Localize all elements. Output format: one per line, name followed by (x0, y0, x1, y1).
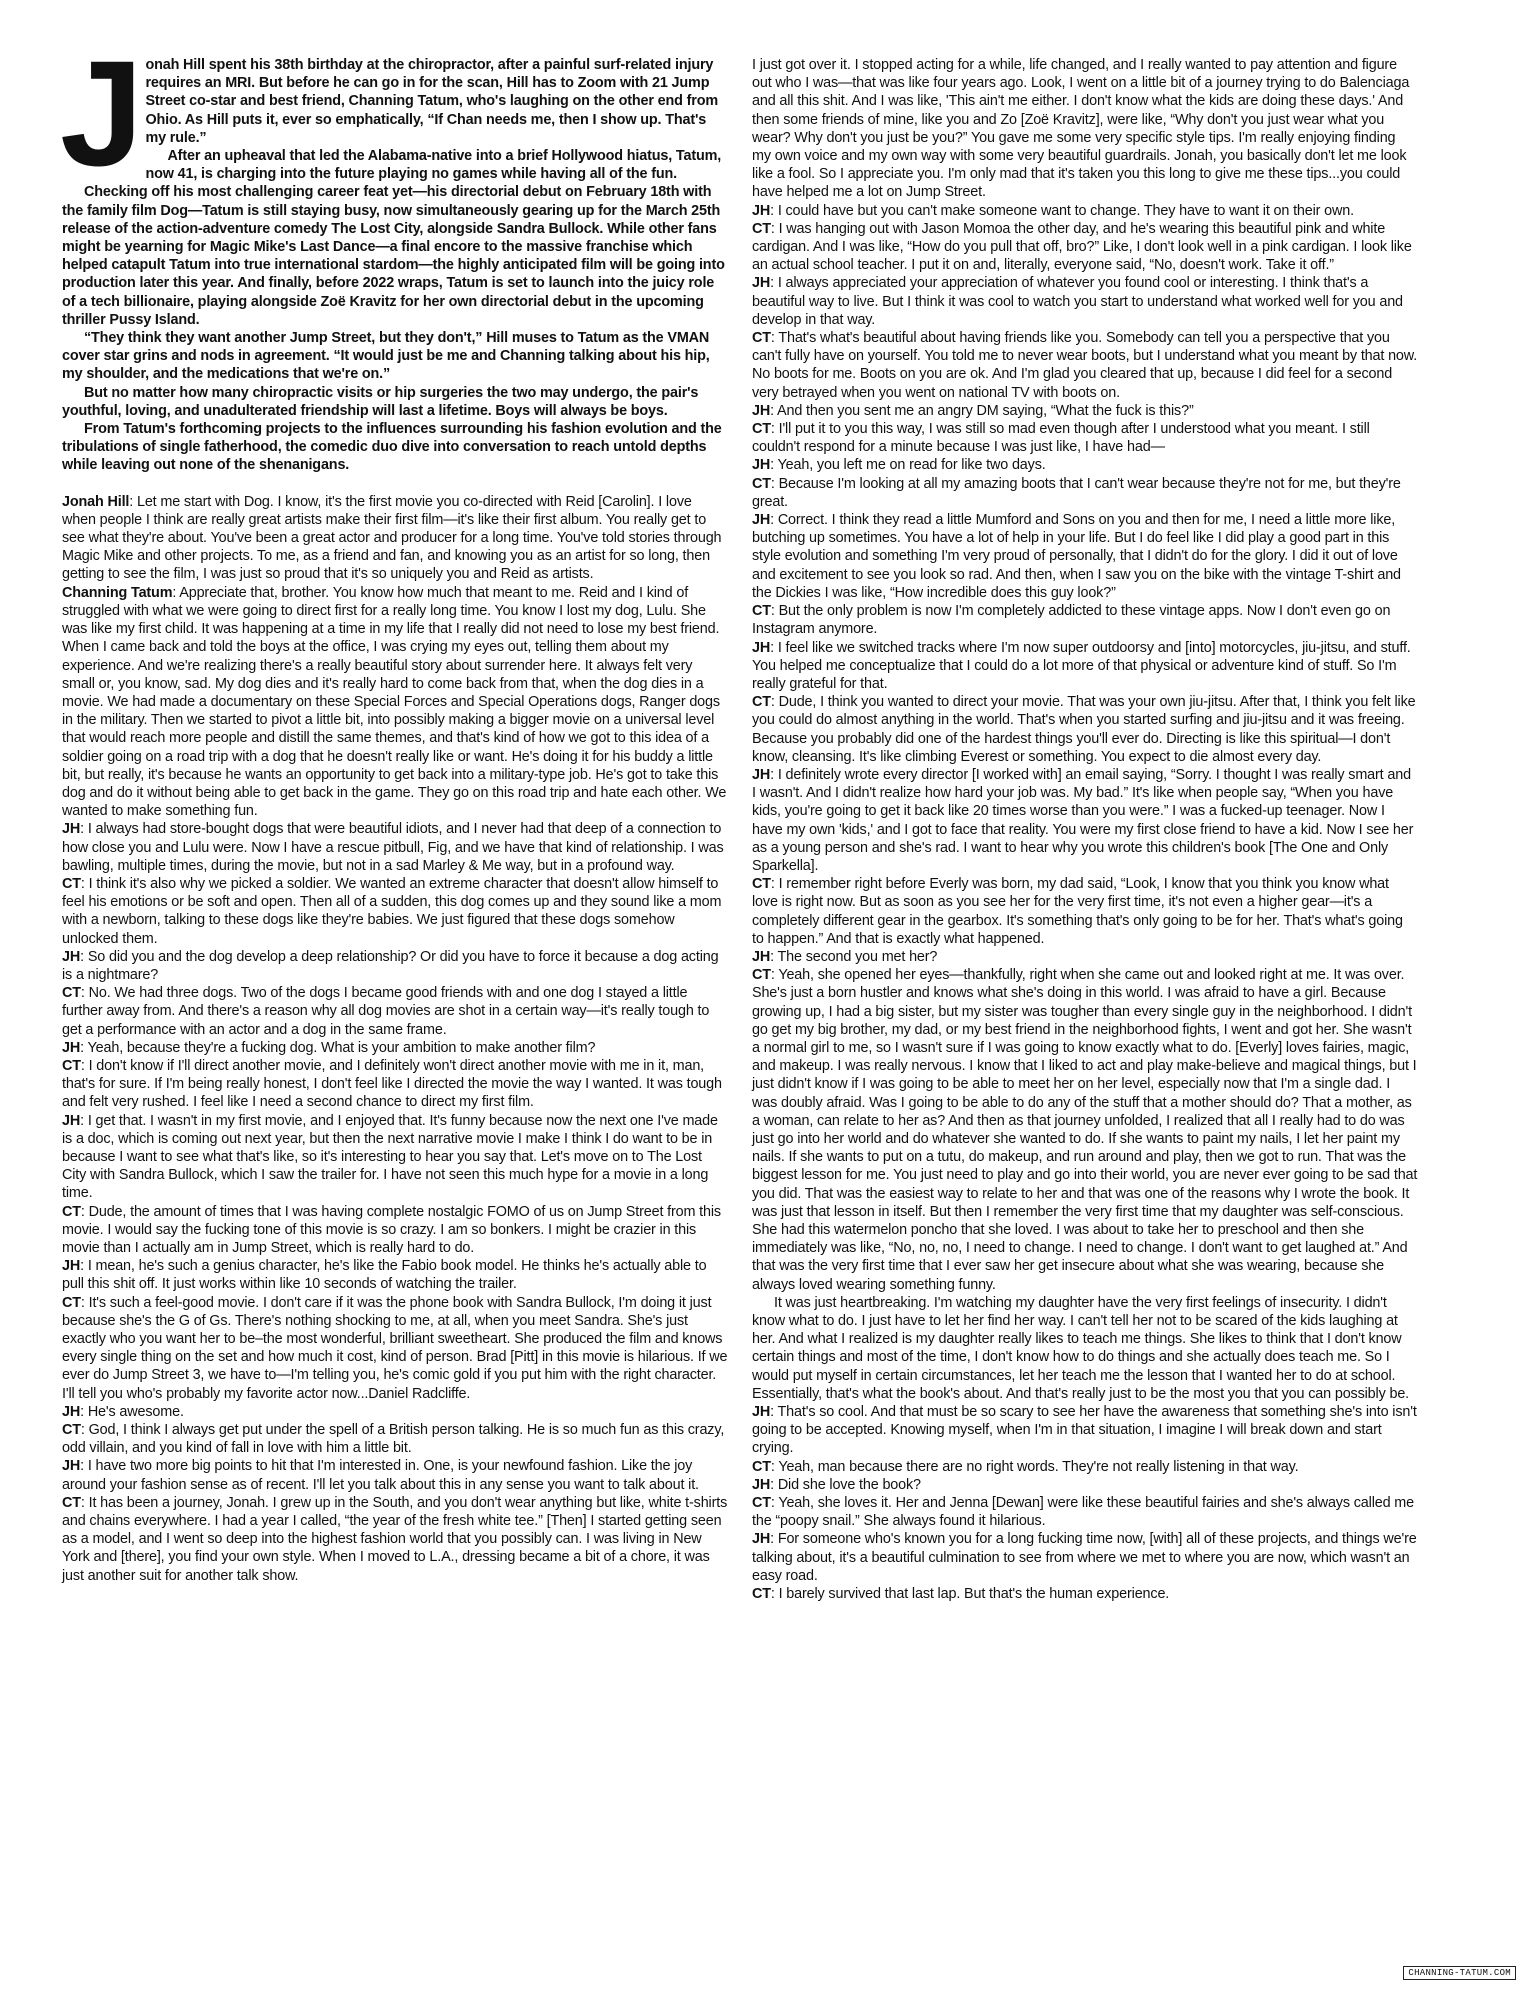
speaker-separator: : (80, 1458, 88, 1475)
speaker-separator: : (770, 275, 778, 292)
speaker-separator: : (770, 1476, 778, 1493)
speaker-label: JH (752, 202, 771, 219)
speaker-separator: : (770, 457, 778, 474)
speaker-separator: : (770, 694, 779, 711)
qa-entry (752, 948, 1418, 966)
speaker-label: CT (752, 876, 771, 893)
speaker-separator: : (770, 1586, 779, 1603)
qa-entry (752, 274, 1418, 329)
qa-text: Dude, the amount of times that I was having complete nostalgic FOMO of us on Jump Street from this movie. I would say the fucking tone of this movie is so crazy. I am so bonkers. I might be crazier in this movie than I actually am in Jump Street, which is really hard to do. (62, 1203, 721, 1256)
speaker-separator: : (80, 875, 89, 892)
speaker-label: JH (62, 1112, 81, 1129)
qa-entry (62, 1112, 728, 1203)
speaker-label: JH (62, 1458, 81, 1475)
qa-text: Yeah, you left me on read for like two days. (777, 457, 1046, 474)
qa-entry (752, 1458, 1418, 1476)
speaker-separator: : (770, 330, 779, 347)
qa-text: I don't know if I'll direct another movie, and I definitely won't direct another movie with me in it, man, that's for sure. If I'm being really honest, I don't feel like I directed the movie the way I wanted. It was tough and felt very rushed. I feel like I need a second chance to direct my first film. (62, 1057, 722, 1111)
speaker-separator: : (80, 1203, 89, 1220)
speaker-label: JH (62, 1258, 81, 1275)
qa-text: I get that. I wasn't in my first movie, and I enjoyed that. It's funny because now the next one I've made is a doc, which is coming out next year, but then the next narrative movie I make I think I do want to be in because I want to see what that's like, so it's interesting to hear you say that. Let's move on to The Lost City with Sandra Bullock, which I saw the trailer for. I have not seen this much hype for a movie in a long time. (62, 1112, 718, 1202)
speaker-label: JH (752, 275, 771, 292)
speaker-separator: : (80, 1258, 88, 1275)
qa-text: For someone who's known you for a long fucking time now, [with] all of these projects, and things we're talking about, it's a beautiful culmination to see from where we met to where you are now, which wasn't an easy road. (752, 1531, 1417, 1584)
speaker-label: JH (752, 402, 771, 419)
qa-text: I feel like we switched tracks where I'm now super outdoorsy and [into] motorcycles, jiu-jitsu, and stuff. You helped me conceptualize that I could do a lot more of that physical or adventure kind of stuff. So I'm really grateful for that. (752, 639, 1411, 692)
speaker-separator: : (80, 985, 89, 1002)
qa-text: I have two more big points to hit that I'm interested in. One, is your newfound fashion. Like the joy around your fashion sense as of recent. I'll let you talk about this in any sense you want to talk about it. (62, 1458, 699, 1493)
speaker-separator: : (770, 948, 778, 965)
qa-text: It's such a feel-good movie. I don't care if it was the phone book with Sandra Bullock, I'm doing it just because she's the G of Gs. There's nothing shocking to me, at all, when you meet Sandra. She's just exactly who you want her to be–the most wonderful, brilliant sweetheart. She produced the film and knows every single thing on the set and how much it cost, kind of person. Brad [Pitt] in this movie is hilarious. If we ever do Jump Street 3, we have to—I'm telling you, he's comic gold if you put him with the right character. I'll tell you who's probably my favorite actor now...Daniel Radcliffe. (62, 1294, 728, 1402)
qa-text: I mean, he's such a genius character, he's like the Fabio book model. He thinks he's actually able to pull this shit off. It just works within like 10 seconds of watching the trailer. (62, 1258, 707, 1293)
speaker-separator: : (80, 1294, 89, 1311)
right-column (752, 56, 1418, 1603)
intro-paragraph: “They think they want another Jump Street, but they don't,” Hill muses to Tatum as the VMAN cover star grins and nods in agreement. “It would just be me and Channing talking about his hip, my shoulder, and the medications that we're on.” (62, 330, 710, 383)
speaker-label: JH (752, 457, 771, 474)
intro-paragraph: onah Hill spent his 38th birthday at the chiropractor, after a painful surf-related injury requires an MRI. But before he can go in for the scan, Hill has to Zoom with 21 Jump Street co-star and best friend, Channing Tatum, who's laughing on the other end from Ohio. As Hill puts it, ever so emphatically, “If Chan needs me, then I show up. That's my rule.” (145, 57, 719, 146)
speaker-label: CT (62, 1203, 81, 1220)
speaker-label: CT (752, 330, 771, 347)
speaker-label: CT (62, 985, 81, 1002)
speaker-separator: : (80, 1494, 89, 1511)
speaker-label: JH (62, 1403, 81, 1420)
qa-entry (62, 820, 728, 875)
qa-entry (752, 1585, 1418, 1603)
qa-entry (752, 875, 1418, 948)
speaker-label: CT (752, 1458, 771, 1475)
qa-text: Yeah, because they're a fucking dog. What is your ambition to make another film? (87, 1039, 596, 1056)
qa-text: He's awesome. (87, 1403, 184, 1420)
speaker-label: JH (62, 948, 81, 965)
qa-text: Yeah, she opened her eyes—thankfully, right when she came out and looked right at me. It was over. She's just a born hustler and knows what she's doing in this world. I was afraid to have a girl. Because growing up, I had a big sister, but my sister was tougher than every single guy in the neighborhood. I didn't go get my big brother, my dad, or my best friend in the neighborhood fights, I went and got her. She wasn't a normal girl to me, so I wasn't sure if I was going to know exactly what to do. [Everly] loves fairies, magic, and makeup. I was really nervous. I know that I liked to act and play make-believe and magical things, but I just didn't know if I was going to be able to meet her on her level, especially now that I'm a single dad. I was doubly afraid. Was I going to be able to do any of the stuff that a mother should do? That a mother, as a woman, can relate to her as? And then as that journey unfolded, I realized that all I really had to do was just go into her world and do whatever she wanted to do. If she wants to paint my nails, I let her paint my nails. If she wants to put on a tutu, do makeup, and run around and play, then we got to run. That was the biggest lesson for me. You just need to play and go into their world, you are never ever going to be sad that you did. That was the easiest way to relate to her and that was one of the reasons why I wrote the book. It was just that lesson in itself. But then I remember the very first time that my daughter was self-conscious. She had this watermelon poncho that she loved. I was about to take her to preschool and then she immediately was like, “No, no, no, I need to change. I need to change. I don't want to get laughed at.” And that was the very first time that I ever saw her get insecure about what she was wearing, because she always loved wearing something funny. (752, 967, 1418, 1293)
qa-entry (752, 1494, 1418, 1530)
speaker-separator: : (770, 402, 778, 419)
speaker-separator: : (770, 202, 778, 219)
qa-entry (752, 766, 1418, 875)
qa-entry (752, 475, 1418, 511)
speaker-label: CT (62, 1294, 81, 1311)
intro (60, 29, 728, 475)
qa-text: But the only problem is now I'm completely addicted to these vintage apps. Now I don't even go on Instagram anymore. (752, 603, 1391, 638)
qa-text: I always had store-bought dogs that were beautiful idiots, and I never had that deep of a connection to how close you and Lulu were. Now I have a rescue pitbull, Fig, and we have that kind of relationship. I was bawling, multiple times, during the movie, but not in a sad Marley & Me way, but in a profound way. (62, 821, 724, 874)
qa-text: Did she love the book? (777, 1476, 921, 1493)
qa-text: Dude, I think you wanted to direct your movie. That was your own jiu-jitsu. After that, I think you felt like you could do almost anything in the world. That's when you started surfing and jiu-jitsu and it was freeing. Because you probably did one of the hardest things you'll ever do. Directing is like this spiritual—I don't know, cleansing. It's like climbing Everest or something. You expect to die almost every day. (752, 694, 1416, 765)
speaker-separator: : (129, 493, 137, 510)
qa-text: I could have but you can't make someone want to change. They have to want it on their own. (777, 202, 1354, 219)
speaker-label: JH (62, 1039, 81, 1056)
speaker-label: Jonah Hill (62, 493, 130, 510)
interview-left (62, 493, 728, 1585)
qa-text: The second you met her? (777, 948, 938, 965)
speaker-separator: : (770, 766, 778, 783)
qa-entry (62, 1257, 728, 1293)
qa-text: Because I'm looking at all my amazing boots that I can't wear because they're not for me, but they're great. (752, 475, 1401, 510)
qa-text: No. We had three dogs. Two of the dogs I became good friends with and one dog I stayed a little further away from. And there's a reason why all dog movies are shot in a certain way—it's really tough to get a performance with an actor and a dog in the same frame. (62, 985, 710, 1038)
speaker-separator: : (770, 1404, 778, 1421)
qa-entry (62, 1039, 728, 1057)
interview-right (752, 202, 1418, 1294)
speaker-label: CT (752, 1495, 771, 1512)
speaker-label: JH (752, 948, 771, 965)
speaker-separator: : (80, 1039, 88, 1056)
qa-entry (62, 1203, 728, 1258)
qa-text: That's so cool. And that must be so scary to see her have the awareness that something she's into isn't going to be accepted. Knowing myself, when I'm in that situation, I imagine I will break down and start crying. (752, 1404, 1417, 1457)
qa-text: So did you and the dog develop a deep relationship? Or did you have to force it because a dog acting is a nightmare? (62, 948, 719, 983)
speaker-separator: : (770, 603, 779, 620)
speaker-separator: : (80, 1112, 88, 1129)
qa-entry (62, 1294, 728, 1403)
speaker-separator: : (770, 876, 779, 893)
watermark-credit: CHANNING-TATUM.COM (1403, 1966, 1516, 1980)
qa-text: Yeah, man because there are no right words. They're not really listening in that way. (778, 1458, 1299, 1475)
qa-text: I always appreciated your appreciation of whatever you found cool or interesting. I think that's a beautiful way to live. But I think it was cool to watch you start to understand what worked well for you and develop in that way. (752, 275, 1403, 328)
qa-entry (62, 1421, 728, 1457)
speaker-separator: : (80, 948, 88, 965)
qa-entry (62, 1403, 728, 1421)
qa-entry (752, 202, 1418, 220)
qa-entry (62, 984, 728, 1039)
speaker-label: CT (62, 1494, 81, 1511)
qa-text: I definitely wrote every director [I worked with] an email saying, “Sorry. I thought I was really smart and I wasn't. And I didn't realize how hard your job was. My bad.” It's like when people say, “When you have kids, you're going to get it back like 20 times worse than you were.” I was a fucked-up teenager. Now I have my own 'kids,' and I got to face that reality. You were my first close friend to have a kid. Now I see her as a young person and she's rad. I want to hear why you wrote this children's book [The One and Only Sparkella]. (752, 766, 1414, 874)
qa-text: That's what's beautiful about having friends like you. Somebody can tell you a perspective that you can't fully have on yourself. You told me to never wear boots, but I understand what you meant by that now. No boots for me. Boots on you are ok. And I'm glad you cleared that up, because I did feel for a second very betrayed when you went on national TV with boots on. (752, 330, 1418, 401)
qa-text: It has been a journey, Jonah. I grew up in the South, and you don't wear anything but like, white t-shirts and chains everywhere. I had a year I called, “the year of the fresh white tee.” [Then] I started getting seen as a model, and I went so deep into the highest fashion world that you possibly can. I was living in New York and [there], you find your own style. When I moved to L.A., dressing became a bit of a chore, it was just another suit for another talk show. (62, 1494, 728, 1584)
qa-entry (752, 1530, 1418, 1585)
qa-entry (62, 875, 728, 948)
speaker-label: CT (62, 1057, 81, 1074)
intro-paragraph: Checking off his most challenging career feat yet—his directorial debut on February 18th with the family film Dog—Tatum is still staying busy, now simultaneously gearing up for the March 25th release of the action-adventure comedy The Lost City, alongside Sandra Bullock. While other fans might be yearning for Magic Mike's Last Dance—a final encore to the massive franchise which helped catapult Tatum into true international stardom—the highly anticipated film will be going into production later this year. And finally, before 2022 wraps, Tatum is set to launch into the juicy role of a tech billionaire, playing alongside Zoë Kravitz for her own directorial debut in the upcoming thriller Pussy Island. (62, 184, 725, 328)
qa-text: Appreciate that, brother. You know how much that meant to me. Reid and I kind of struggled with what we were going to direct first for a really long time. You know I lost my dog, Lulu. She was like my first child. It was happening at a time in my life that I really did not need to lose my best friend. When I came back and told the boys at the office, I was crying my eyes out, telling them about my experience. And we're realizing there's a really beautiful story about surrender here. It always felt very small or, you know, sad. My dog dies and it's really hard to come back from that, when the dog dies in a movie. We had made a documentary on these Special Forces and Special Operations dogs, Ranger dogs in the military. Then we started to pivot a little bit, into possibly making a bigger movie on a universal level that would reach more people and distill the same themes, and that's kind of how we got to this idea of a soldier going on a road trip with a dog that he doesn't really like or want. He's doing it for his buddy a little bit, but really, it's because he wants an opportunity to get back into a military-type job. He's got to take this dog and do it without being able to get back in the game. They go on this road trip and hate each other. We wanted to make something fun. (62, 584, 727, 820)
qa-entry (62, 1494, 728, 1585)
speaker-separator: : (770, 1495, 779, 1512)
speaker-label: CT (752, 421, 771, 438)
speaker-separator: : (770, 512, 778, 529)
speaker-label: CT (752, 475, 771, 492)
qa-entry (752, 456, 1418, 474)
speaker-label: JH (752, 512, 771, 529)
qa-text: I barely survived that last lap. But that's the human experience. (778, 1586, 1170, 1603)
speaker-label: Channing Tatum (62, 584, 173, 601)
qa-entry (752, 1403, 1418, 1458)
qa-entry (62, 948, 728, 984)
speaker-label: CT (752, 694, 771, 711)
speaker-label: JH (752, 766, 771, 783)
qa-entry (752, 639, 1418, 694)
qa-text: I think it's also why we picked a soldier. We wanted an extreme character that doesn't allow himself to feel his emotions or be soft and open. Then all of a sudden, this dog comes up and they sound like a mom with a newborn, talking to these dogs like they're babies. We just figured that these dogs somehow unlocked them. (62, 875, 722, 947)
qa-entry (752, 511, 1418, 602)
speaker-label: JH (752, 1404, 771, 1421)
qa-entry (752, 329, 1418, 402)
speaker-separator: : (80, 1057, 89, 1074)
intro-paragraph: But no matter how many chiropractic visits or hip surgeries the two may undergo, the pair's youthful, loving, and unadulterated friendship will last a lifetime. Boys will always be boys. (62, 384, 699, 419)
speaker-label: JH (752, 1476, 771, 1493)
qa-entry (752, 402, 1418, 420)
speaker-label: JH (62, 821, 81, 838)
qa-text: Let me start with Dog. I know, it's the first movie you co-directed with Reid [Carolin]. I love when people I think are really great artists make their first film—it's like their first album. You really get to see what they're about. You've been a great actor and producer for a long time. You've told stories through Magic Mike and other projects. To me, as a friend and fan, and knowing you as an artist for so long, then getting to see the film, I was just so proud that it's so uniquely you and Reid as artists. (62, 493, 722, 583)
speaker-separator: : (80, 1422, 89, 1439)
speaker-separator: : (770, 220, 779, 237)
qa-entry (62, 1057, 728, 1112)
qa-entry (752, 220, 1418, 275)
qa-entry (752, 602, 1418, 638)
qa-text: I'll put it to you this way, I was still so mad even though after I understood what you meant. I still couldn't respond for a minute because I was just like, I have had— (752, 421, 1370, 456)
interview-continuation: I just got over it. I stopped acting for a while, life changed, and I really wanted to pay attention and figure out who I was—that was like four years ago. Look, I went on a little bit of a journey trying to do Balenciaga and all this shit. And I was like, 'This ain't me either. I don't know what the kids are doing these days.' And then some friends of mine, like you and Zo [Zoë Kravitz], were like, “Why don't you just wear what you wear? Why don't you just be you?” You gave me some very specific style tips. I'm really enjoying finding my own voice and my own way with some very beautiful guardrails. Jonah, you basically don't let me look like a fool. So I appreciate you. I'm only mad that it's taken you this long to give me these tips...you could have helped me a lot on Jump Street. (752, 57, 1410, 201)
speaker-label: CT (752, 1586, 771, 1603)
speaker-separator: : (770, 1458, 779, 1475)
speaker-label: CT (752, 603, 771, 620)
speaker-separator: : (770, 639, 778, 656)
speaker-separator: : (80, 821, 88, 838)
qa-entry (62, 584, 728, 821)
interview-indented-paragraph: It was just heartbreaking. I'm watching my daughter have the very first feelings of insecurity. I didn't know what to do. I just have to let her find her way. I can't tell her not to be scared of the kids laughing at her. And what I realized is my daughter really likes to teach me things. She likes to think that I don't know certain things and most of the time, I don't know how to do things and she actually does teach me. So I would put myself in certain circumstances, let her teach me the lesson that I wanted her to do at school. Essentially, that's what the book's about. And that's really just to be the most you that you can possibly be. (752, 1294, 1410, 1402)
qa-text: Correct. I think they read a little Mumford and Sons on you and then for me, I need a little more like, butching up sometimes. You have a lot of help in your life. But I do feel like I did play a good part in this style evolution and something I'm very proud of personally, that I didn't do for the glory. I did it out of love and excitement to see you look so rad. And then, when I saw you on the bike with the vintage T-shirt and the Dickies I was like, “How incredible does this guy look?” (752, 512, 1401, 601)
intro-paragraph: After an upheaval that led the Alabama-native into a brief Hollywood hiatus, Tatum, now 41, is charging into the future playing no games while having all of the fun. (145, 148, 722, 183)
speaker-label: JH (752, 639, 771, 656)
qa-entry (752, 1476, 1418, 1494)
qa-entry (62, 493, 728, 584)
speaker-label: CT (752, 967, 771, 984)
left-column (60, 29, 728, 1585)
speaker-label: JH (752, 1531, 771, 1548)
speaker-label: CT (752, 220, 771, 237)
qa-text: God, I think I always get put under the spell of a British person talking. He is so much fun as this crazy, odd villain, and you kind of fall in love with him a little bit. (62, 1422, 725, 1457)
qa-text: Yeah, she loves it. Her and Jenna [Dewan] were like these beautiful fairies and she's always called me the “poopy snail.” She always found it hilarious. (752, 1495, 1414, 1530)
speaker-separator: : (770, 967, 779, 984)
qa-entry (752, 693, 1418, 766)
speaker-separator: : (770, 421, 779, 438)
qa-text: I was hanging out with Jason Momoa the other day, and he's wearing this beautiful pink and white cardigan. And I was like, “How do you pull that off, bro?” Like, I don't look well in a pink cardigan. I look like an actual school teacher. I put it on and, literally, everyone said, “No, doesn't work. Take it off.” (752, 220, 1412, 274)
speaker-separator: : (770, 1531, 778, 1548)
speaker-separator: : (80, 1403, 88, 1420)
qa-entry (62, 1457, 728, 1493)
interview-right-end (752, 1403, 1418, 1603)
speaker-label: CT (62, 875, 81, 892)
qa-text: I remember right before Everly was born, my dad said, “Look, I know that you think you know what love is right now. But as soon as you see her for the very first time, it's not even a higher gear—it's a completely different gear in the gearbox. It's something that's only going to be for her. That's what's going to happen.” And that is exactly what happened. (752, 876, 1403, 947)
intro-paragraph: From Tatum's forthcoming projects to the influences surrounding his fashion evolution and the tribulations of single fatherhood, the comedic duo dive into conversation to reach untold depths while leaving out none of the shenanigans. (62, 421, 722, 474)
speaker-label: CT (62, 1422, 81, 1439)
speaker-separator: : (172, 584, 180, 601)
speaker-separator: : (770, 475, 779, 492)
qa-text: And then you sent me an angry DM saying, “What the fuck is this?” (777, 402, 1194, 419)
qa-entry (752, 420, 1418, 456)
drop-cap: J (60, 29, 140, 197)
qa-entry (752, 966, 1418, 1294)
